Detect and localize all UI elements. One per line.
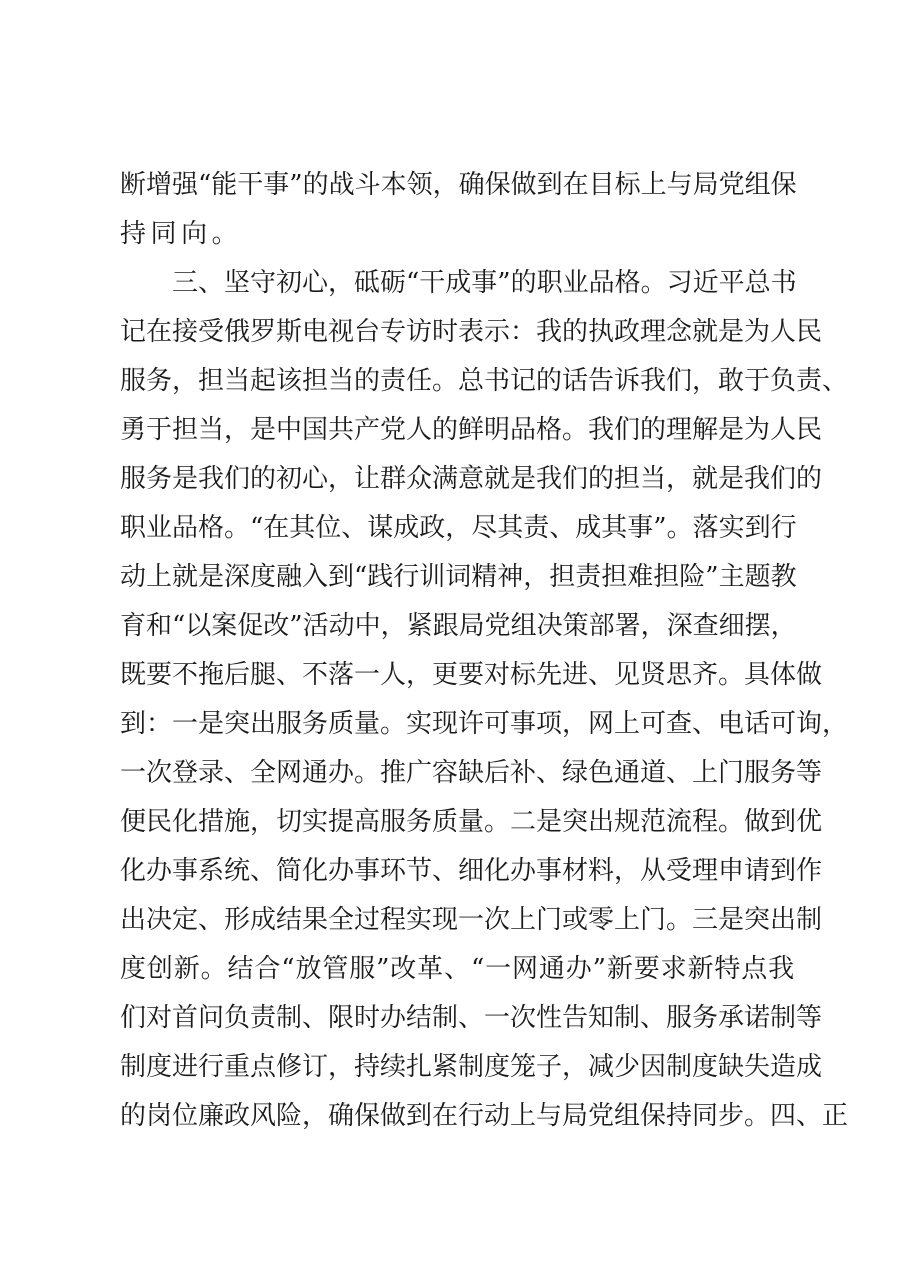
text-line: 便民化措施，切实提高服务质量。二是突出规范流程。做到优 <box>120 807 823 837</box>
text-line: 勇于担当，是中国共产党人的鲜明品格。我们的理解是为人民 <box>120 415 823 445</box>
text-line: 服务，担当起该担当的责任。总书记的话告诉我们，敢于负责、 <box>120 366 849 396</box>
text-line: 出决定、形成结果全过程实现一次上门或零上门。三是突出制 <box>120 905 823 935</box>
text-line: 化办事系统、简化办事环节、细化办事材料，从受理申请到作 <box>120 856 823 886</box>
text-line: 一次登录、全网通办。推广容缺后补、绿色通道、上门服务等 <box>120 758 823 788</box>
paragraph-heading-line: 三、坚守初心，砥砺“干成事”的职业品格。习近平总书 <box>172 268 797 298</box>
text-line: 育和“以案促改”活动中，紧跟局党组决策部署，深查细摆， <box>120 611 797 641</box>
text-line: 断增强“能干事”的战斗本领，确保做到在目标上与局党组保 <box>120 170 797 200</box>
text-line: 度创新。结合“放管服”改革、“一网通办”新要求新特点我 <box>120 954 796 984</box>
text-line: 持同向。 <box>120 219 243 249</box>
text-line: 动上就是深度融入到“践行训词精神，担责担难担险”主题教 <box>120 562 797 592</box>
text-line: 的岗位廉政风险，确保做到在行动上与局党组保持同步。四、正 <box>120 1101 849 1131</box>
text-line: 到：一是突出服务质量。实现许可事项，网上可查、电话可询， <box>120 709 849 739</box>
text-line: 们对首问负责制、限时办结制、一次性告知制、服务承诺制等 <box>120 1003 823 1033</box>
text-line: 记在接受俄罗斯电视台专访时表示：我的执政理念就是为人民 <box>120 317 823 347</box>
text-line: 职业品格。“在其位、谋成政，尽其责、成其事”。落实到行 <box>120 513 797 543</box>
text-line: 制度进行重点修订，持续扎紧制度笼子，减少因制度缺失造成 <box>120 1052 823 1082</box>
text-line: 既要不拖后腿、不落一人，更要对标先进、见贤思齐。具体做 <box>120 660 823 690</box>
text-line: 服务是我们的初心，让群众满意就是我们的担当，就是我们的 <box>120 464 823 494</box>
